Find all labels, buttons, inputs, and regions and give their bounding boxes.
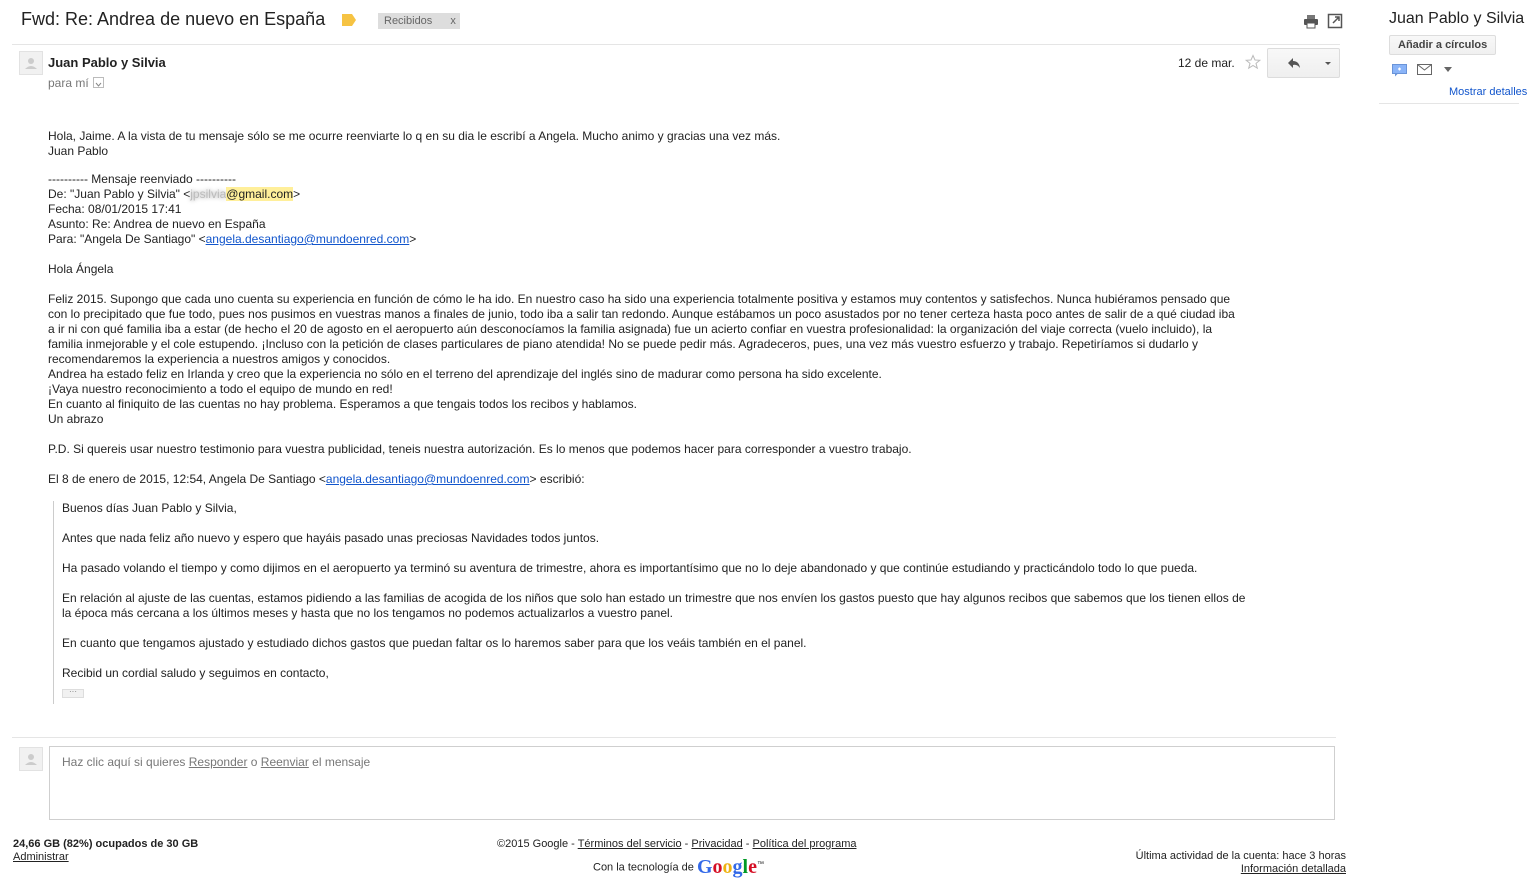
show-contact-details-link[interactable]: Mostrar detalles (1449, 86, 1527, 98)
person-icon (20, 52, 42, 74)
chat-icon[interactable] (1392, 64, 1407, 77)
open-new-window-icon[interactable] (1327, 13, 1343, 29)
forward-date: Fecha: 08/01/2015 17:41 (48, 202, 182, 216)
reply-button[interactable] (1267, 48, 1319, 78)
divider (1379, 103, 1519, 104)
email-date: 12 de mar. (1178, 56, 1235, 70)
body-line: Feliz 2015. Supongo que cada uno cuenta su experiencia en función de cómo le ha ido. En nuestro caso ha sido una experiencia totalmente positiva y estamos muy contentos y satisfechos. Nunca hubiéramos pensado que (48, 292, 1231, 306)
body-line: familia inmejorable y el cole estupendo. ¡Incluso con la petición de clases particulares de piano atendida! No se puede pedir más. Agradeceros, pues, una vez más vuestro esfuerzo y trabajo. Repetiríamos si dudarlo y (48, 337, 1198, 351)
print-icon[interactable] (1303, 13, 1319, 29)
quote-line: En cuanto que tengamos ajustado y estudiado dichos gastos que puedan faltar os lo haremos saber para que los veáis también en el panel. (62, 636, 807, 650)
terms-link[interactable]: Términos del servicio (577, 838, 682, 850)
mail-icon[interactable] (1417, 64, 1432, 75)
star-icon[interactable] (1245, 54, 1261, 70)
email-link[interactable]: angela.desantiago@mundoenred.com (325, 472, 530, 486)
forward-link[interactable]: Reenviar (260, 755, 309, 769)
chevron-down-icon[interactable] (1444, 67, 1452, 73)
body-line: recomendaremos la experiencia a nuestros amigos y conocidos. (48, 352, 391, 366)
redacted-email-user: jpsilvia (190, 187, 227, 201)
my-avatar (19, 747, 43, 771)
quick-reply-prompt[interactable]: Haz clic aquí si quieres Responder o Reenviar el mensaje (62, 755, 371, 769)
more-actions-button[interactable] (1317, 48, 1340, 78)
email-domain: @gmail.com (226, 187, 294, 201)
divider (12, 44, 1340, 45)
quote-line: En relación al ajuste de las cuentas, estamos pidiendo a las familias de acogida de los niños que solo han estado un trimestre que nos envíen los gastos puesto que hay algunos recibos que sabemos que los tienen ellos de (62, 591, 1246, 605)
manage-storage-link[interactable]: Administrar (13, 851, 69, 863)
forward-from: De: "Juan Pablo y Silvia" <jpsilvia@gmail.com> (48, 187, 301, 201)
quote-line: Antes que nada feliz año nuevo y espero que hayáis pasado unas preciosas Navidades todos juntos. (62, 531, 600, 545)
divider (12, 737, 1336, 738)
postscript: P.D. Si quereis usar nuestro testimonio para vuestra publicidad, teneis nuestra autorización. Es lo menos que podemos hacer para corresponder a vuestro trabajo. (48, 442, 912, 456)
quote-attribution: El 8 de enero de 2015, 12:54, Angela De Santiago <angela.desantiago@mundoenred.com> escribió: (48, 472, 585, 486)
body-line: con lo precipitado que fue todo, pues nos pusimos en vuestras manos a finales de junio, todo iba a salir tan redondo. Aunque estábamos un poco asustados por no tener certeza hasta poco antes de salir de a qué ciudad iba (48, 307, 1235, 321)
inbox-label-chip (378, 13, 460, 29)
sender-avatar[interactable] (19, 51, 43, 75)
salutation: Hola Ángela (48, 262, 114, 276)
body-line: a ir ni con qué familia iba a estar (de hecho el 20 de agosto en el aeropuerto aún desconocíamos la familia asignada) fue un acierto confiar en vuestra profesionalidad: la organización del viaje correcta (vuelo incluido), la (48, 322, 1213, 336)
forward-to: Para: "Angela De Santiago" <angela.desantiago@mundoenred.com> (48, 232, 417, 246)
body-line: ¡Vaya nuestro reconocimiento a todo el equipo de mundo en red! (48, 382, 393, 396)
quote-line: la época más cercana a los últimos meses y hasta que no los tengamos no podemos actualizarlos a vuestro panel. (62, 606, 674, 620)
body-line: Andrea ha estado feliz en Irlanda y creo que la experiencia no sólo en el terreno del aprendizaje del inglés sino de madurar como persona ha sido excelente. (48, 367, 882, 381)
google-logo: Google (696, 856, 757, 878)
quote-line: Buenos días Juan Pablo y Silvia, (62, 501, 237, 515)
important-label-icon[interactable] (342, 14, 356, 26)
quoted-message (53, 501, 1328, 704)
email-link[interactable]: angela.desantiago@mundoenred.com (205, 232, 410, 246)
program-policy-link[interactable]: Política del programa (752, 838, 857, 850)
person-icon (20, 748, 42, 770)
activity-details-wrap (1100, 863, 1346, 875)
body-line: Juan Pablo (48, 144, 109, 158)
last-account-activity: Última actividad de la cuenta: hace 3 horas (1135, 850, 1346, 862)
body-line: En cuanto al finiquito de las cuentas no hay problema. Esperamos a que tengais todos los recibos y hablamos. (48, 397, 638, 411)
reply-arrow-icon (1268, 49, 1318, 77)
recipients-summary[interactable] (48, 76, 104, 90)
body-line: Un abrazo (48, 412, 104, 426)
add-to-circles-button[interactable]: Añadir a círculos (1389, 35, 1496, 55)
footer-links: ©2015 Google - Términos del servicio - Privacidad - Política del programa (497, 838, 857, 850)
storage-usage: 24,66 GB (82%) ocupados de 30 GB (13, 838, 199, 850)
powered-by: Con la tecnología de Google™ (593, 856, 764, 878)
show-details-dropdown-icon[interactable] (93, 77, 104, 88)
body-line: Hola, Jaime. A la vista de tu mensaje sólo se me ocurre reenviarte lo q en su dia le escribí a Angela. Mucho animo y gracias una vez más. (48, 129, 781, 143)
quote-line: Recibid un cordial saludo y seguimos en contacto, (62, 666, 329, 680)
show-trimmed-content-button[interactable]: ··· (62, 689, 84, 698)
contact-name: Juan Pablo y Silvia (1389, 10, 1525, 27)
recipients-text: para mí (48, 76, 89, 90)
inbox-label-text: Recibidos (384, 15, 433, 27)
privacy-link[interactable]: Privacidad (691, 838, 743, 850)
forward-subject: Asunto: Re: Andrea de nuevo en España (48, 217, 266, 231)
forward-header: ---------- Mensaje reenviado ---------- (48, 172, 236, 186)
remove-label-button[interactable]: x (450, 15, 456, 27)
quote-line: Ha pasado volando el tiempo y como dijimos en el aeropuerto ya terminó su aventura de trimestre, ahora es importantísimo que no lo deje abandonado y que continúe estudiando y practicándolo todo lo que pueda. (62, 561, 1198, 575)
email-body (48, 129, 1328, 704)
activity-details-link[interactable]: Información detallada (1240, 863, 1346, 875)
sender-name[interactable]: Juan Pablo y Silvia (48, 55, 166, 70)
email-subject: Fwd: Re: Andrea de nuevo en España (21, 9, 326, 29)
reply-link[interactable]: Responder (188, 755, 248, 769)
chevron-down-icon (1317, 49, 1339, 77)
